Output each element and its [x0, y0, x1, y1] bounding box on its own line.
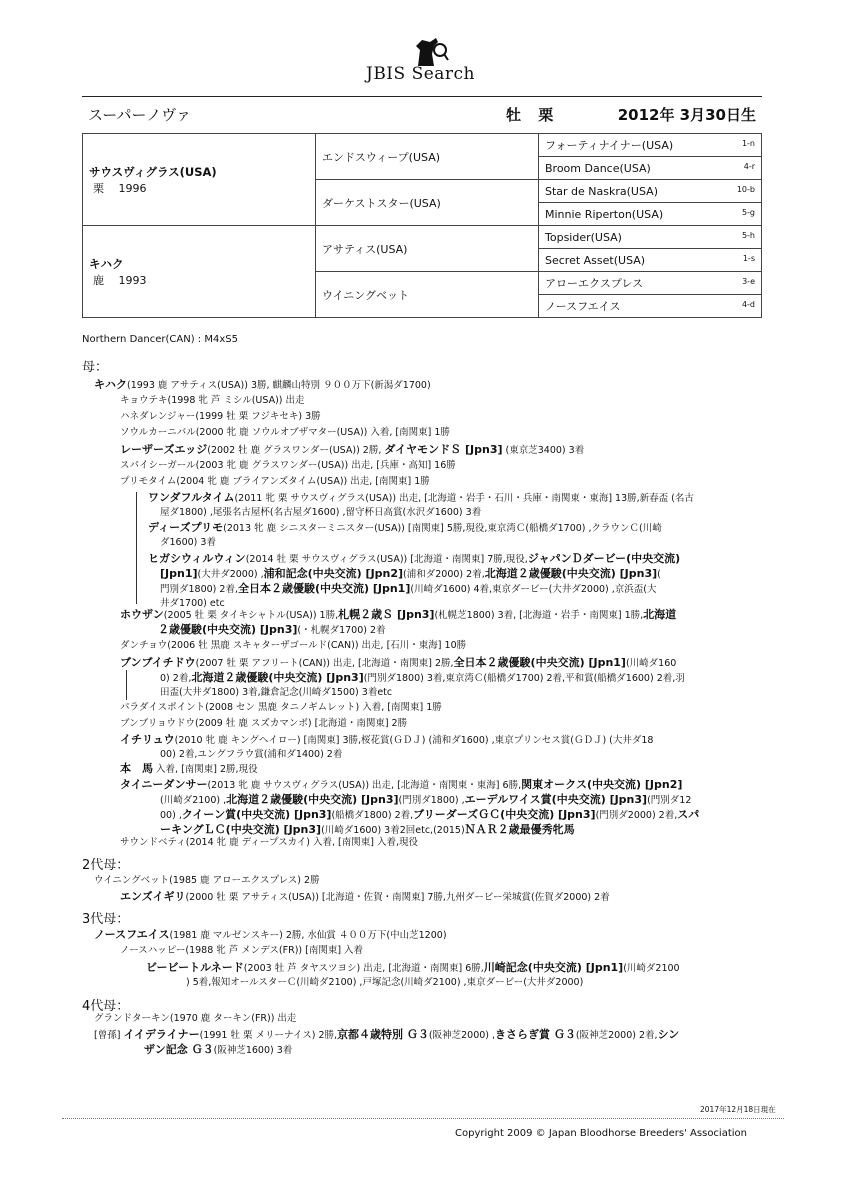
- g3-cell: [539, 272, 762, 295]
- family-number: 3-e: [742, 277, 755, 286]
- sire-cell: [83, 134, 316, 226]
- horse-name: スーパーノヴァ: [88, 106, 192, 124]
- title-row: [88, 104, 756, 128]
- dam-name: キハク: [89, 256, 124, 271]
- entry-offspring: パラダイスポイント(2008 セン 黒鹿 タニノギムレット) 入着, [南関東] 1勝: [120, 702, 442, 713]
- descendant-bracket: [136, 492, 137, 604]
- section-3rd-dam: 3代母：: [82, 912, 130, 927]
- g3-name: Star de Naskra(USA): [545, 184, 658, 198]
- entry-offspring: エンズイギリ(2000 牡 栗 アサティス(USA)) [北海道・佐賀・南関東] 7勝,九州ダービー栄城賞(佐賀ダ2000) 2着: [120, 890, 610, 903]
- g3-name: ノースフエイス: [545, 300, 621, 313]
- entry-grandoffspring: ワンダフルタイム(2011 牝 栗 サウスヴィグラス(USA)) 出走, [北海道・岩手・石川・兵庫・南関東・東海] 13勝,新春盃 (名古 屋ダ1800) ,尾張名古屋杯(名古屋ダ1600) ,留守杯日高賞(水沢ダ1600) 3着: [148, 491, 694, 518]
- pedigree-table: [82, 133, 762, 318]
- sire-name: サウスヴィグラス(USA): [89, 164, 217, 179]
- g3-name: Minnie Riperton(USA): [545, 207, 664, 221]
- g2-name: ダーケストスター(USA): [322, 196, 441, 210]
- g2-name: アサティス(USA): [322, 242, 408, 256]
- g3-cell: [539, 180, 762, 203]
- g2-cell: [316, 180, 539, 226]
- g3-name: フォーティナイナー(USA): [545, 139, 674, 152]
- dam-info: 鹿 1993: [93, 273, 147, 287]
- birth-date: 2012年 3月30日生: [617, 106, 756, 124]
- entry-offspring: ソウルカーニバル(2000 牝 鹿 ソウルオブザマター(USA)) 入着, [南関東] 1勝: [120, 427, 450, 438]
- inbreeding-note: Northern Dancer(CAN) : M4xS5: [82, 334, 238, 345]
- g2-name: ウイニングベット: [322, 288, 410, 302]
- g3-cell: [539, 226, 762, 249]
- g3-name: Broom Dance(USA): [545, 161, 651, 175]
- entry-4th-dam: グランドターキン(1970 鹿 ターキン(FR)) 出走: [94, 1013, 297, 1024]
- entry-3rd-dam: ノースフエイス(1981 鹿 マルゼンスキー) 2勝, 水仙賞 ４００万下(中山芝1200): [94, 928, 447, 941]
- copyright: Copyright 2009 © Japan Bloodhorse Breeders' Association: [455, 1128, 747, 1139]
- entry-offspring: ダンチョウ(2006 牡 黒鹿 スキャターザゴールド(CAN)) 出走, [石川・東海] 10勝: [120, 640, 467, 651]
- section-4th-dam: 4代母：: [82, 999, 130, 1014]
- g3-cell: [539, 134, 762, 157]
- footer-rule: [62, 1118, 784, 1119]
- entry-offspring: タイニーダンサー(2013 牝 鹿 サウスヴィグラス(USA)) 出走, [北海道・南関東・東海] 6勝,関東オークス(中央交流) [Jpn2] (川崎ダ2100) ,北海道２歳優駿(中央交流) [Jpn3](門別ダ1800) ,エーデルワイス賞(中央交流) [Jpn3](門別ダ12 00) ,クイーン賞(中央交流) [Jpn3](船橋ダ1800) 2着,ブリーダーズＧＣ(中央交流) [Jpn3](門別ダ2000) 2着,スパ ーキングＬＣ(中央交流) [Jpn3](川崎ダ1600) 3着2回etc,(2015)ＮＡＲ２歳最優秀牝馬: [120, 778, 700, 836]
- entry-offspring: ホウザン(2005 牡 栗 タイキシャトル(USA)) 1勝,札幌２歳Ｓ [Jpn3](札幌芝1800) 3着, [北海道・岩手・南関東] 1勝,北海道 ２歳優駿(中央交流) [Jpn3](・札幌ダ1700) 2着: [120, 608, 677, 636]
- g2-cell: [316, 272, 539, 318]
- g3-cell: [539, 203, 762, 226]
- entry-self: 本 馬 入着, [南関東] 2勝,現役: [120, 762, 258, 775]
- entry-dam: キハク(1993 鹿 アサティス(USA)) 3勝, 麒麟山特別 ９００万下(新潟ダ1700): [94, 378, 431, 391]
- g3-cell: [539, 249, 762, 272]
- logo-text: JBIS Search: [366, 64, 476, 84]
- entry-offspring: サウンドベティ(2014 牝 鹿 ディープスカイ) 入着, [南関東] 入着,現役: [120, 837, 419, 848]
- family-number: 1-n: [741, 139, 755, 148]
- entry-offspring: キョウテキ(1998 牝 芦 ミシル(USA)) 出走: [120, 395, 305, 406]
- entry-grandoffspring: ディーズプリモ(2013 牝 鹿 シニスターミニスター(USA)) [南関東] 5勝,現役,東京湾Ｃ(船橋ダ1700) ,クラウンＣ(川崎 ダ1600) 3着: [148, 521, 662, 548]
- family-number: 4-r: [743, 162, 755, 171]
- descendant-bracket: [126, 670, 127, 700]
- family-number: 10-b: [736, 185, 755, 194]
- entry-offspring: レーザーズエッジ(2002 牡 鹿 グラスワンダー(USA)) 2勝, ダイヤモンドＳ [Jpn3] (東京芝3400) 3着: [120, 443, 585, 456]
- entry-great-grandoffspring: [曾孫] イイデライナー(1991 牡 栗 メリーナイス) 2勝,京都４歳特別 Ｇ３(阪神芝2000) ,きさらぎ賞 Ｇ３(阪神芝2000) 2着,シン ザン記念 Ｇ３(阪神芝1600) 3着: [94, 1028, 680, 1056]
- section-dam: 母：: [82, 360, 109, 375]
- entry-2nd-dam: ウイニングベット(1985 鹿 アローエクスプレス) 2勝: [94, 875, 320, 886]
- entry-offspring: ブンブリョウドウ(2009 牡 鹿 スズカマンボ) [北海道・南関東] 2勝: [120, 718, 408, 729]
- g2-name: エンドスウィープ(USA): [322, 150, 441, 164]
- family-number: 5-h: [741, 231, 755, 240]
- entry-offspring: ハネダレンジャー(1999 牡 栗 フジキセキ) 3勝: [120, 411, 321, 422]
- g3-name: アローエクスプレス: [545, 277, 644, 290]
- family-number: 4-d: [741, 300, 755, 309]
- entry-offspring: スパイシーガール(2003 牝 鹿 グラスワンダー(USA)) 出走, [兵庫・高知] 16勝: [120, 460, 456, 471]
- dam-cell: [83, 226, 316, 318]
- header-rule: [82, 96, 762, 97]
- entry-grandoffspring: ヒガシウィルウィン(2014 牡 栗 サウスヴィグラス(USA)) [北海道・南関東] 7勝,現役,ジャパンＤダービー(中央交流) [Jpn1](大井ダ2000) ,浦和記念(中央交流) [Jpn2](浦和ダ2000) 2着,北海道２歳優駿(中央交流) [Jpn3]( 門別ダ1800) 2着,全日本２歳優駿(中央交流) [Jpn1](川崎ダ1600) 4着,東京ダービー(大井ダ2000) ,京浜盃(大 井ダ1700) etc: [148, 552, 681, 609]
- entry-offspring: ブンブイチドウ(2007 牡 栗 アフリート(CAN)) 出走, [北海道・南関東] 2勝,全日本２歳優駿(中央交流) [Jpn1](川崎ダ160 0) 2着,北海道２歳優駿(中央交流) [Jpn3](門別ダ1800) 3着,東京湾Ｃ(船橋ダ1700) 2着,平和賞(船橋ダ1600) 2着,羽 田盃(大井ダ1800) 3着,鎌倉記念(川崎ダ1500) 3着etc: [120, 656, 685, 698]
- family-number: 1-s: [742, 254, 755, 263]
- entry-grandoffspring: ビービートルネード(2003 牡 芦 タヤスツヨシ) 出走, [北海道・南関東] 6勝,川崎記念(中央交流) [Jpn1](川崎ダ2100 ) 5着,報知オールスターＣ(川崎ダ2100) ,戸塚記念(川崎ダ2100) ,東京ダービー(大井ダ2000): [146, 961, 680, 988]
- g3-name: Topsider(USA): [545, 230, 622, 244]
- jbis-logo: [360, 36, 500, 88]
- entry-offspring: プリモタイム(2004 牝 鹿 ブライアンズタイム(USA)) 出走, [南関東] 1勝: [120, 476, 430, 487]
- g3-cell: [539, 295, 762, 318]
- entry-offspring: イチリュウ(2010 牝 鹿 キングヘイロー) [南関東] 3勝,桜花賞(ＧＤＪ) (浦和ダ1600) ,東京プリンセス賞(ＧＤＪ) (大井ダ18 00) 2着,ユングフラウ賞(浦和ダ1400) 2着: [120, 733, 654, 760]
- family-number: 5-g: [741, 208, 755, 217]
- g3-name: Secret Asset(USA): [545, 253, 646, 267]
- sire-info: 栗 1996: [93, 181, 147, 195]
- g3-cell: [539, 157, 762, 180]
- sex-color: 牡 栗: [506, 106, 560, 124]
- g2-cell: [316, 226, 539, 272]
- entry-offspring: ノースハッピー(1988 牝 芦 メンデス(FR)) [南関東] 入着: [120, 945, 364, 956]
- as-of-date: 2017年12月18日現在: [700, 1105, 776, 1114]
- section-2nd-dam: 2代母：: [82, 858, 130, 873]
- g2-cell: [316, 134, 539, 180]
